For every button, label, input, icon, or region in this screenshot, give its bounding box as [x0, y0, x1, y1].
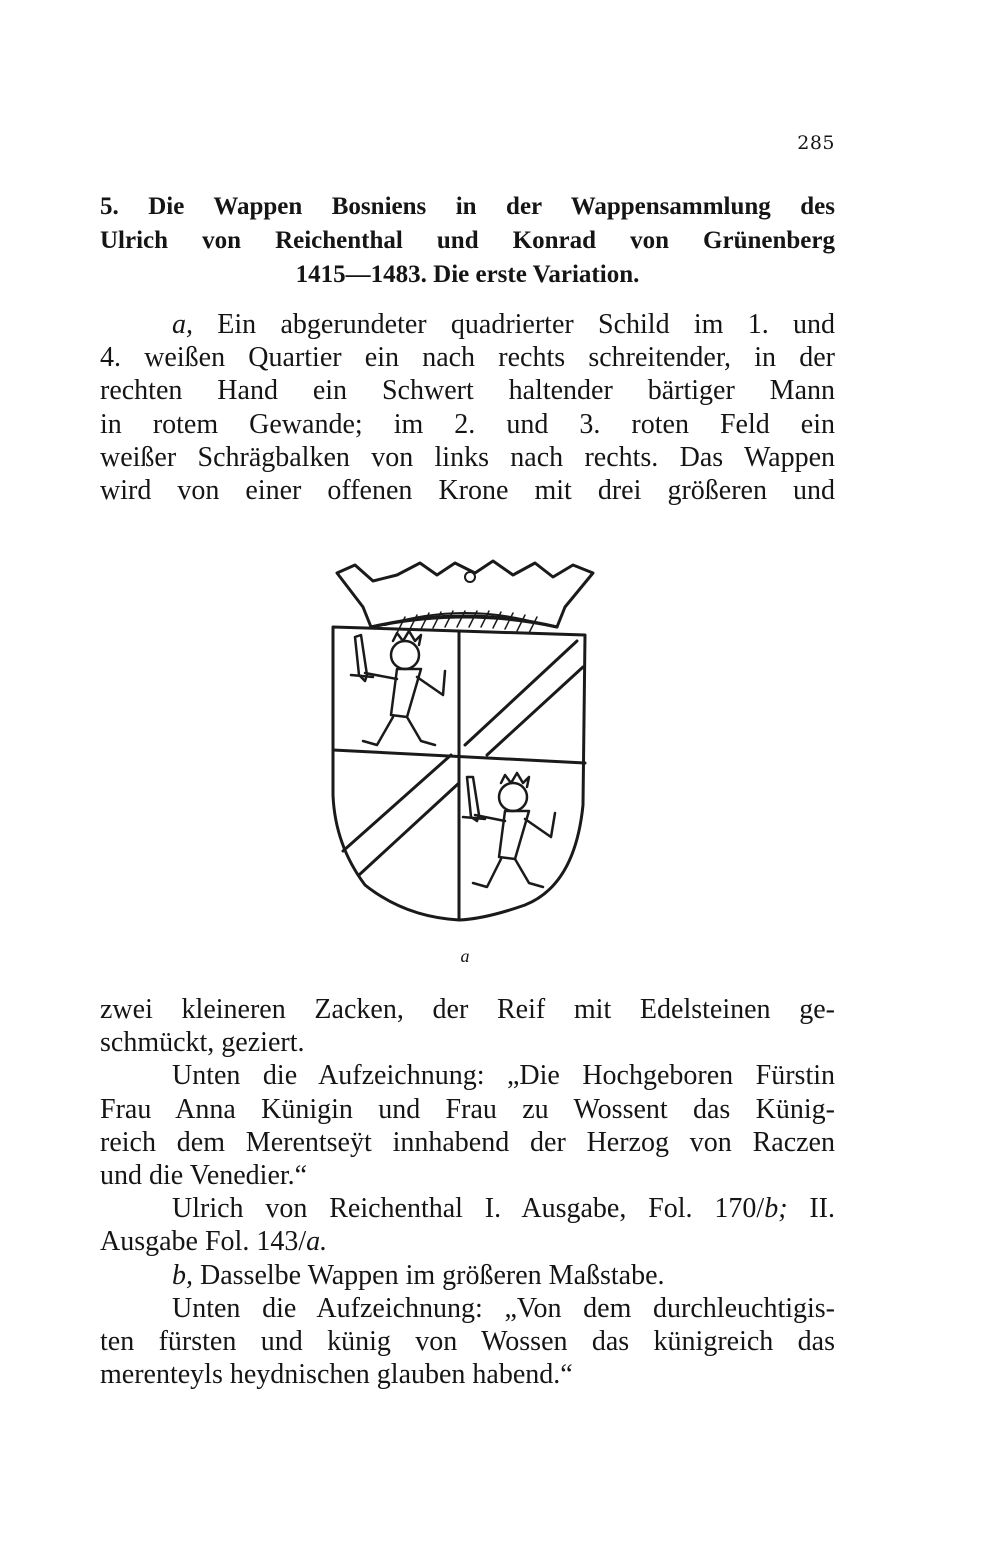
paragraph-b-marker: b, [172, 1259, 193, 1291]
quote-b-line-3: merenteyls heydnischen glauben habend.“ [100, 1359, 573, 1391]
bend-quarter-3 [343, 755, 459, 875]
figure-label: a [460, 946, 470, 966]
section-heading [100, 190, 835, 292]
heading-line-2: Ulrich von Reichenthal und Konrad von Grünenberg [100, 227, 835, 254]
paragraph-a-line-5: weißer Schrägbalken von links nach rechts. Das Wappen [100, 441, 835, 473]
heading-line-1: 5. Die Wappen Bosniens in der Wappensammlung des [100, 193, 835, 220]
paragraph-a-line-4: in rotem Gewande; im 2. und 3. roten Feld ein [100, 408, 835, 440]
paragraph-a-line-1 [100, 308, 835, 341]
paragraph-a-line-3: rechten Hand ein Schwert haltender bärtiger Mann [100, 375, 835, 407]
source-a-line-2-italic: a. [306, 1226, 328, 1258]
source-a-line-1-italic: b; [764, 1193, 788, 1225]
continuation-text [100, 993, 835, 1391]
paragraph-b-text: Dasselbe Wappen im größeren Maßstabe. [193, 1259, 665, 1291]
paragraph-a-line-1-text: Ein abgerundeter quadrierter Schild im 1. und [217, 309, 836, 340]
source-a-line-1-suffix: II. [787, 1193, 836, 1225]
source-a-line-1 [100, 1192, 835, 1225]
source-a-line-2 [100, 1225, 835, 1258]
quote-b-line-1: Unten die Aufzeichnung: „Von dem durchleuchtigis- [172, 1292, 835, 1324]
continuation-line-2: schmückt, geziert. [100, 1027, 305, 1059]
crown-jewel [465, 572, 475, 582]
man-figure-1 [351, 631, 445, 745]
quote-b-line-2: ten fürsten und künig von Wossen das künigreich das [100, 1325, 835, 1357]
source-a-line-1-prefix: Ulrich von Reichenthal I. Ausgabe, Fol. 170/ [172, 1193, 765, 1225]
quote-a-line-4: und die Venedier.“ [100, 1159, 308, 1191]
source-a-line-2-prefix: Ausgabe Fol. 143/ [100, 1226, 307, 1258]
man-figure-4 [463, 773, 555, 887]
bend-quarter-2 [465, 641, 583, 755]
paragraph-a [100, 308, 835, 507]
continuation-line-1: zwei kleineren Zacken, der Reif mit Edelsteinen ge- [100, 994, 835, 1025]
paragraph-b-line [100, 1259, 835, 1292]
quote-a-line-1: Unten die Aufzeichnung: „Die Hochgeboren Fürstin [172, 1060, 835, 1092]
coat-of-arms-drawing [325, 545, 605, 935]
paragraph-a-marker: a, [172, 309, 193, 340]
quote-a-line-2: Frau Anna Künigin und Frau zu Wossent das Künig- [100, 1093, 835, 1125]
paragraph-a-line-2: 4. weißen Quartier ein nach rechts schreitender, in der [100, 342, 835, 374]
quote-a-line-3: reich dem Merentseÿt innhabend der Herzog von Raczen [100, 1126, 835, 1158]
page-number: 285 [797, 132, 835, 154]
coat-of-arms-figure [325, 545, 605, 935]
paragraph-a-line-6: wird von einer offenen Krone mit drei größeren und [100, 474, 835, 506]
heading-line-3: 1415—1483. Die erste Variation. [295, 261, 640, 288]
